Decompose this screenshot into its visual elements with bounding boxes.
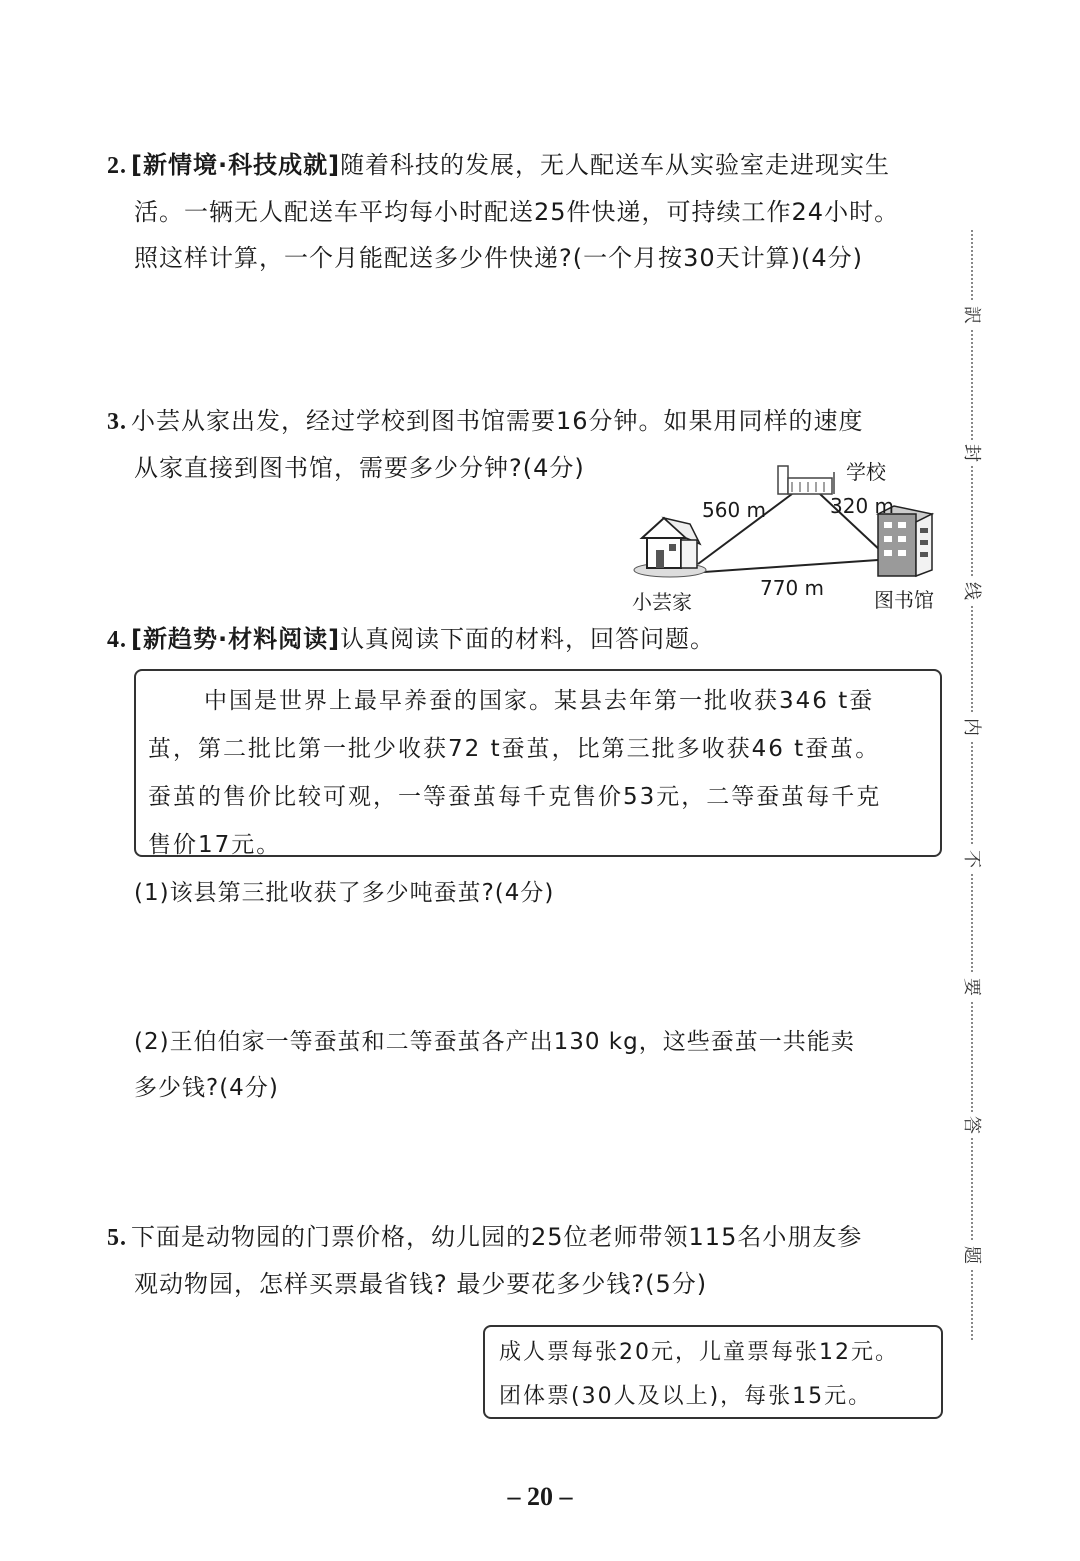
home-label: 小芸家 — [632, 590, 692, 614]
question-text: 认真阅读下面的材料，回答问题。 — [340, 625, 716, 653]
ticket-price-line: 团体票(30人及以上)，每张15元。 — [499, 1384, 873, 1409]
question-3-line-2: 从家直接到图书馆，需要多少分钟?(4分) — [134, 454, 585, 482]
material-line: 蚕茧的售价比较可观，一等蚕茧每千克售价53元，二等蚕茧每千克 — [148, 784, 882, 810]
route-home-library — [704, 560, 878, 572]
school-icon — [778, 466, 834, 494]
material-line: 中国是世界上最早养蚕的国家。某县去年第一批收获346 t蚕 — [204, 688, 875, 714]
question-2-line-2: 活。一辆无人配送车平均每小时配送25件快递，可持续工作24小时。 — [134, 198, 900, 226]
question-2-line-1 — [107, 142, 947, 189]
page-number: – 20 – — [507, 1482, 573, 1511]
house-icon — [634, 518, 706, 577]
question-2 — [107, 142, 947, 281]
question-5-line-1 — [107, 1214, 947, 1261]
binding-char: 不 — [958, 846, 984, 872]
school-label: 学校 — [846, 460, 886, 484]
material-line: 茧，第二批比第一批少收获72 t蚕茧，比第三批多收获46 t蚕茧。 — [148, 736, 881, 762]
binding-char: 题 — [958, 1242, 984, 1268]
question-number: 5. — [107, 1225, 127, 1251]
question-4-part-1: (1)该县第三批收获了多少吨蚕茧?(4分) — [134, 880, 555, 906]
question-4-part-2-line-1: (2)王伯伯家一等蚕茧和二等蚕茧各产出130 kg，这些蚕茧一共能卖 — [134, 1029, 855, 1055]
question-number: 3. — [107, 409, 127, 435]
binding-dotted-line — [971, 230, 973, 1340]
question-tag: [新情境·科技成就] — [131, 151, 341, 179]
question-text: 小芸从家出发，经过学校到图书馆需要16分钟。如果用同样的速度 — [131, 407, 864, 435]
question-5-line-2: 观动物园，怎样买票最省钱? 最少要花多少钱?(5分) — [134, 1270, 708, 1298]
question-4-part-2 — [134, 1019, 855, 1111]
ticket-price-box — [483, 1325, 943, 1419]
distance-home-school: 560 m — [702, 498, 767, 522]
material-line: 售价17元。 — [148, 832, 282, 858]
question-text: 下面是动物园的门票价格，幼儿园的25位老师带领115名小朋友参 — [131, 1223, 863, 1251]
binding-char: 訳 — [958, 302, 984, 328]
question-3-line-1 — [107, 398, 947, 445]
question-5 — [107, 1214, 947, 1307]
library-label: 图书馆 — [874, 588, 934, 612]
route-map — [620, 452, 950, 617]
binding-char: 内 — [958, 714, 984, 740]
binding-char: 答 — [958, 1112, 984, 1138]
question-number: 4. — [107, 627, 127, 653]
question-text: 随着科技的发展，无人配送车从实验室走进现实生 — [340, 151, 891, 179]
question-4-line-1 — [107, 616, 947, 663]
distance-school-library: 320 m — [830, 494, 895, 518]
question-4 — [107, 616, 947, 663]
question-tag: [新趋势·材料阅读] — [131, 625, 341, 653]
question-2-line-3: 照这样计算，一个月能配送多少件快递?(一个月按30天计算)(4分) — [134, 244, 863, 272]
distance-home-library: 770 m — [760, 576, 825, 600]
ticket-price-line: 成人票每张20元，儿童票每张12元。 — [499, 1340, 899, 1365]
binding-char: 线 — [958, 578, 984, 604]
reading-material-box — [134, 669, 942, 857]
question-4-part-2-line-2: 多少钱?(4分) — [134, 1075, 279, 1101]
question-number: 2. — [107, 153, 127, 179]
binding-char: 要 — [958, 974, 984, 1000]
binding-char: 封 — [958, 440, 984, 466]
